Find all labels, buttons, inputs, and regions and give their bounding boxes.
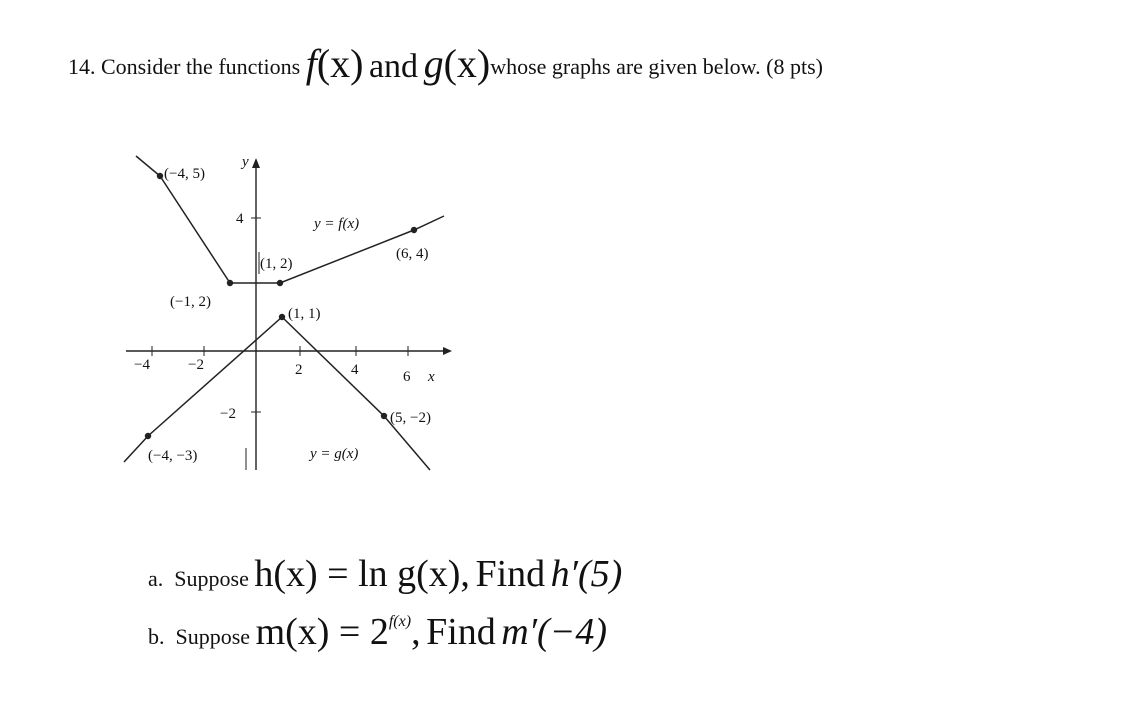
label-point-1-2: (1, 2): [260, 256, 293, 272]
part-b-exponent: f(x): [388, 613, 412, 630]
f-symbol: f: [305, 41, 317, 86]
g-point: [145, 433, 151, 439]
part-b-find: Find: [426, 611, 496, 653]
label-f: y = f(x): [314, 216, 360, 232]
f-point: [227, 280, 233, 286]
question-title: [68, 40, 823, 87]
label-tick-2: 2: [295, 362, 303, 378]
part-a-target: h′(5): [550, 553, 623, 595]
part-a-definition: h(x) = ln g(x),: [254, 553, 470, 595]
y-axis-arrow: [252, 158, 260, 168]
label-point-m4-m3: (−4, −3): [148, 448, 198, 464]
part-b: [148, 610, 607, 654]
label-point-5-m2: (5, −2): [390, 410, 431, 426]
label-point-m1-2: (−1, 2): [170, 294, 211, 310]
g-point: [279, 314, 285, 320]
label-tick-4x: 4: [351, 362, 359, 378]
label-tick-4: 4: [236, 211, 244, 227]
label-x-axis: x: [428, 369, 435, 385]
label-point-1-1: (1, 1): [288, 306, 321, 322]
label-point-m4-5: (−4, 5): [164, 166, 205, 182]
label-point-6-4: (6, 4): [396, 246, 429, 262]
g-point: [381, 413, 387, 419]
f-point: [411, 227, 417, 233]
label-tick-6: 6: [403, 369, 411, 385]
x-axis-arrow: [443, 347, 452, 355]
question-text-before: Consider the functions: [101, 54, 301, 79]
question-number: 14.: [68, 54, 96, 79]
label-g: y = g(x): [310, 446, 359, 462]
part-a-suppose: Suppose: [174, 566, 249, 591]
and-word: and: [368, 48, 419, 85]
part-b-marker: b.: [148, 624, 165, 649]
f-point: [277, 280, 283, 286]
part-b-comma: ,: [411, 611, 421, 653]
part-a-find: Find: [475, 553, 546, 595]
part-b-target: m′(−4): [501, 611, 607, 653]
label-tick-m2y: −2: [220, 406, 236, 422]
label-tick-m4: −4: [134, 357, 150, 373]
question-text-after: whose graphs are given below. (8 pts): [490, 54, 823, 79]
g-symbol: g: [423, 41, 444, 86]
part-b-suppose: Suppose: [175, 624, 251, 649]
part-b-definition: m(x) = 2: [255, 611, 389, 653]
function-graphs: [118, 140, 458, 480]
part-a-marker: a.: [148, 566, 164, 591]
label-tick-m2: −2: [188, 357, 204, 373]
f-point: [157, 173, 163, 179]
f-arg: (x): [316, 41, 364, 86]
g-arg: (x): [443, 41, 491, 86]
label-y-axis: y: [242, 154, 249, 170]
part-a: [148, 552, 622, 596]
